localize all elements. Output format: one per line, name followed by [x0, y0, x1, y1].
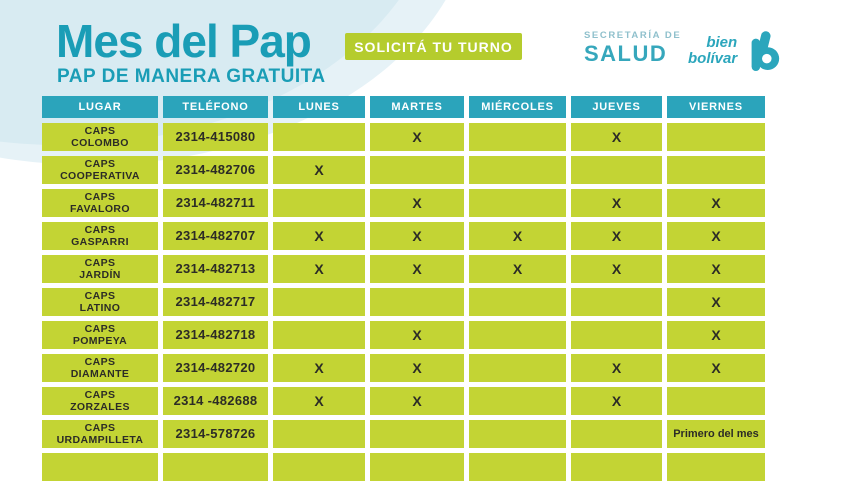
day-cell: X	[370, 321, 464, 349]
day-cell: X	[571, 255, 662, 283]
telefono-cell: 2314-482706	[163, 156, 268, 184]
day-cell: X	[370, 189, 464, 217]
day-cell: X	[667, 189, 765, 217]
day-cell: X	[273, 156, 365, 184]
telefono-cell: 2314-482713	[163, 255, 268, 283]
day-cell	[667, 387, 765, 415]
column-header-6: VIERNES	[667, 96, 765, 118]
lugar-cell: CAPS DIAMANTE	[42, 354, 158, 382]
day-cell	[571, 453, 662, 481]
day-cell	[273, 288, 365, 316]
bien-bolivar-wordmark: bien bolívar	[688, 34, 738, 67]
day-cell	[667, 156, 765, 184]
day-cell	[571, 288, 662, 316]
telefono-cell: 2314-415080	[163, 123, 268, 151]
day-cell: X	[571, 387, 662, 415]
day-cell	[370, 156, 464, 184]
lugar-cell	[42, 453, 158, 481]
day-cell	[469, 453, 566, 481]
lugar-cell: CAPS POMPEYA	[42, 321, 158, 349]
day-cell	[469, 156, 566, 184]
day-cell	[571, 420, 662, 448]
day-cell: X	[370, 123, 464, 151]
day-cell: X	[370, 222, 464, 250]
day-cell: X	[667, 354, 765, 382]
secretaria-salud-line2: SALUD	[584, 40, 668, 66]
column-header-4: MIÉRCOLES	[469, 96, 566, 118]
day-cell	[469, 123, 566, 151]
column-header-2: LUNES	[273, 96, 365, 118]
day-cell: X	[667, 255, 765, 283]
page-title: Mes del Pap	[56, 15, 311, 67]
day-cell: X	[370, 387, 464, 415]
telefono-cell: 2314-482717	[163, 288, 268, 316]
day-cell	[667, 453, 765, 481]
day-cell: X	[370, 354, 464, 382]
lugar-cell: CAPS COLOMBO	[42, 123, 158, 151]
thumbs-up-b-icon	[744, 30, 782, 72]
day-cell	[469, 387, 566, 415]
lugar-cell: CAPS URDAMPILLETA	[42, 420, 158, 448]
column-header-1: TELÉFONO	[163, 96, 268, 118]
day-cell	[370, 420, 464, 448]
day-cell: X	[571, 222, 662, 250]
day-cell: X	[571, 354, 662, 382]
telefono-cell: 2314-482720	[163, 354, 268, 382]
day-cell: X	[571, 123, 662, 151]
day-cell	[273, 453, 365, 481]
telefono-cell: 2314-578726	[163, 420, 268, 448]
lugar-cell: CAPS FAVALORO	[42, 189, 158, 217]
day-cell	[571, 321, 662, 349]
day-cell	[273, 123, 365, 151]
lugar-cell: CAPS COOPERATIVA	[42, 156, 158, 184]
column-header-3: MARTES	[370, 96, 464, 118]
day-cell: Primero del mes	[667, 420, 765, 448]
day-cell: X	[667, 321, 765, 349]
day-cell: X	[667, 222, 765, 250]
day-cell: X	[273, 354, 365, 382]
day-cell	[370, 453, 464, 481]
request-appointment-button[interactable]: SOLICITÁ TU TURNO	[345, 33, 522, 60]
lugar-cell: CAPS GASPARRI	[42, 222, 158, 250]
day-cell	[469, 321, 566, 349]
day-cell	[469, 288, 566, 316]
day-cell: X	[273, 222, 365, 250]
day-cell: X	[370, 255, 464, 283]
lugar-cell: CAPS ZORZALES	[42, 387, 158, 415]
telefono-cell: 2314 -482688	[163, 387, 268, 415]
lugar-cell: CAPS JARDÍN	[42, 255, 158, 283]
column-header-5: JUEVES	[571, 96, 662, 118]
day-cell	[469, 354, 566, 382]
bien-bolivar-logo	[688, 30, 782, 72]
day-cell	[667, 123, 765, 151]
day-cell	[469, 420, 566, 448]
schedule-table	[42, 96, 765, 481]
day-cell	[571, 156, 662, 184]
page-subtitle: PAP DE MANERA GRATUITA	[57, 66, 326, 87]
day-cell: X	[469, 222, 566, 250]
day-cell: X	[667, 288, 765, 316]
secretaria-salud-logo	[584, 31, 681, 65]
day-cell	[273, 189, 365, 217]
day-cell	[273, 321, 365, 349]
day-cell: X	[571, 189, 662, 217]
secretaria-salud-line1: SECRETARÍA DE	[584, 30, 682, 41]
telefono-cell: 2314-482718	[163, 321, 268, 349]
day-cell: X	[273, 387, 365, 415]
day-cell: X	[273, 255, 365, 283]
day-cell	[273, 420, 365, 448]
telefono-cell: 2314-482711	[163, 189, 268, 217]
column-header-0: LUGAR	[42, 96, 158, 118]
day-cell: X	[469, 255, 566, 283]
day-cell	[469, 189, 566, 217]
telefono-cell	[163, 453, 268, 481]
lugar-cell: CAPS LATINO	[42, 288, 158, 316]
telefono-cell: 2314-482707	[163, 222, 268, 250]
day-cell	[370, 288, 464, 316]
